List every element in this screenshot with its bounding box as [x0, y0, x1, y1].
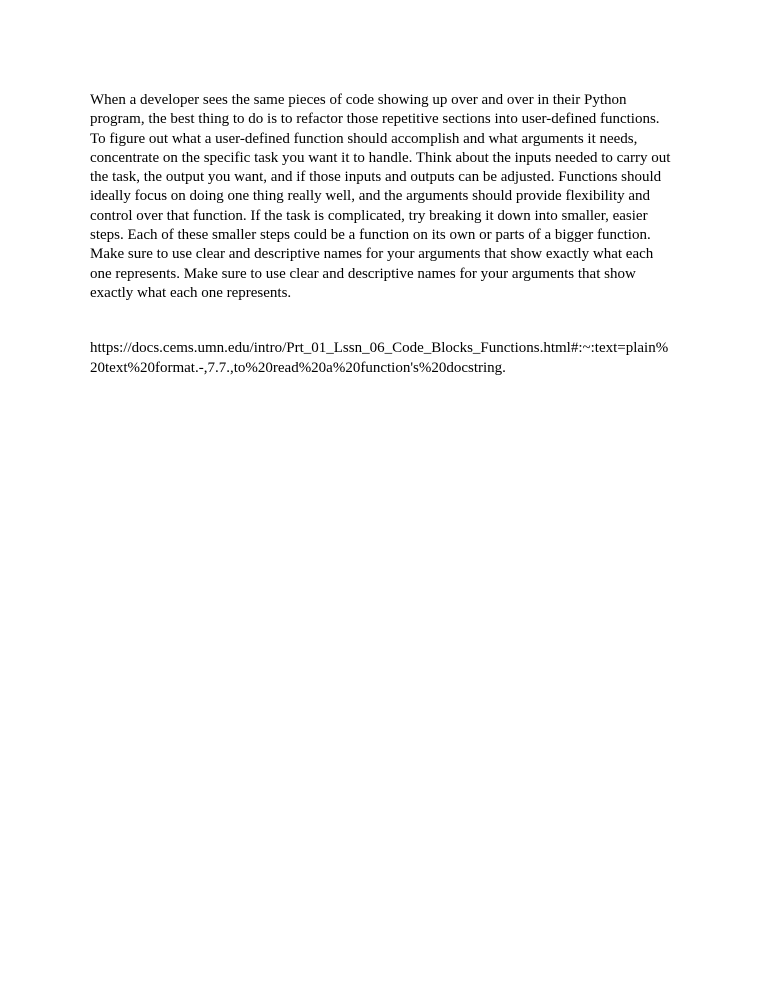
paragraph-line: one represents. Make sure to use clear and descriptive names for your arguments that show [90, 265, 636, 282]
paragraph-line: ideally focus on doing one thing really well, and the arguments should provide flexibility and [90, 188, 651, 205]
paragraph-line: control over that function. If the task is complicated, try breaking it down into smaller, easier [90, 207, 648, 224]
reference-url [90, 339, 674, 378]
paragraph-line: exactly what each one represents. [90, 284, 292, 301]
paragraph-line: When a developer sees the same pieces of code showing up over and over in their Python [90, 92, 627, 108]
reference-url-line: 20text%20format.-,7.7.,to%20read%20a%20function's%20docstring. [90, 359, 506, 376]
paragraph-line: steps. Each of these smaller steps could be a function on its own or parts of a bigger function. [90, 227, 651, 244]
paragraph-line: To figure out what a user-defined function should accomplish and what arguments it needs, [90, 130, 638, 147]
reference-url-line: https://docs.cems.umn.edu/intro/Prt_01_Lssn_06_Code_Blocks_Functions.html#:~:text=plain% [90, 340, 669, 357]
paragraph-line: program, the best thing to do is to refactor those repetitive sections into user-defined functions. [90, 111, 660, 128]
body-paragraph [90, 91, 674, 303]
document-content [90, 91, 674, 378]
paragraph-line: concentrate on the specific task you want it to handle. Think about the inputs needed to carry out [90, 149, 671, 166]
paragraph-line: Make sure to use clear and descriptive names for your arguments that show exactly what each [90, 246, 654, 263]
paragraph-line: the task, the output you want, and if those inputs and outputs can be adjusted. Functions should [90, 169, 662, 186]
